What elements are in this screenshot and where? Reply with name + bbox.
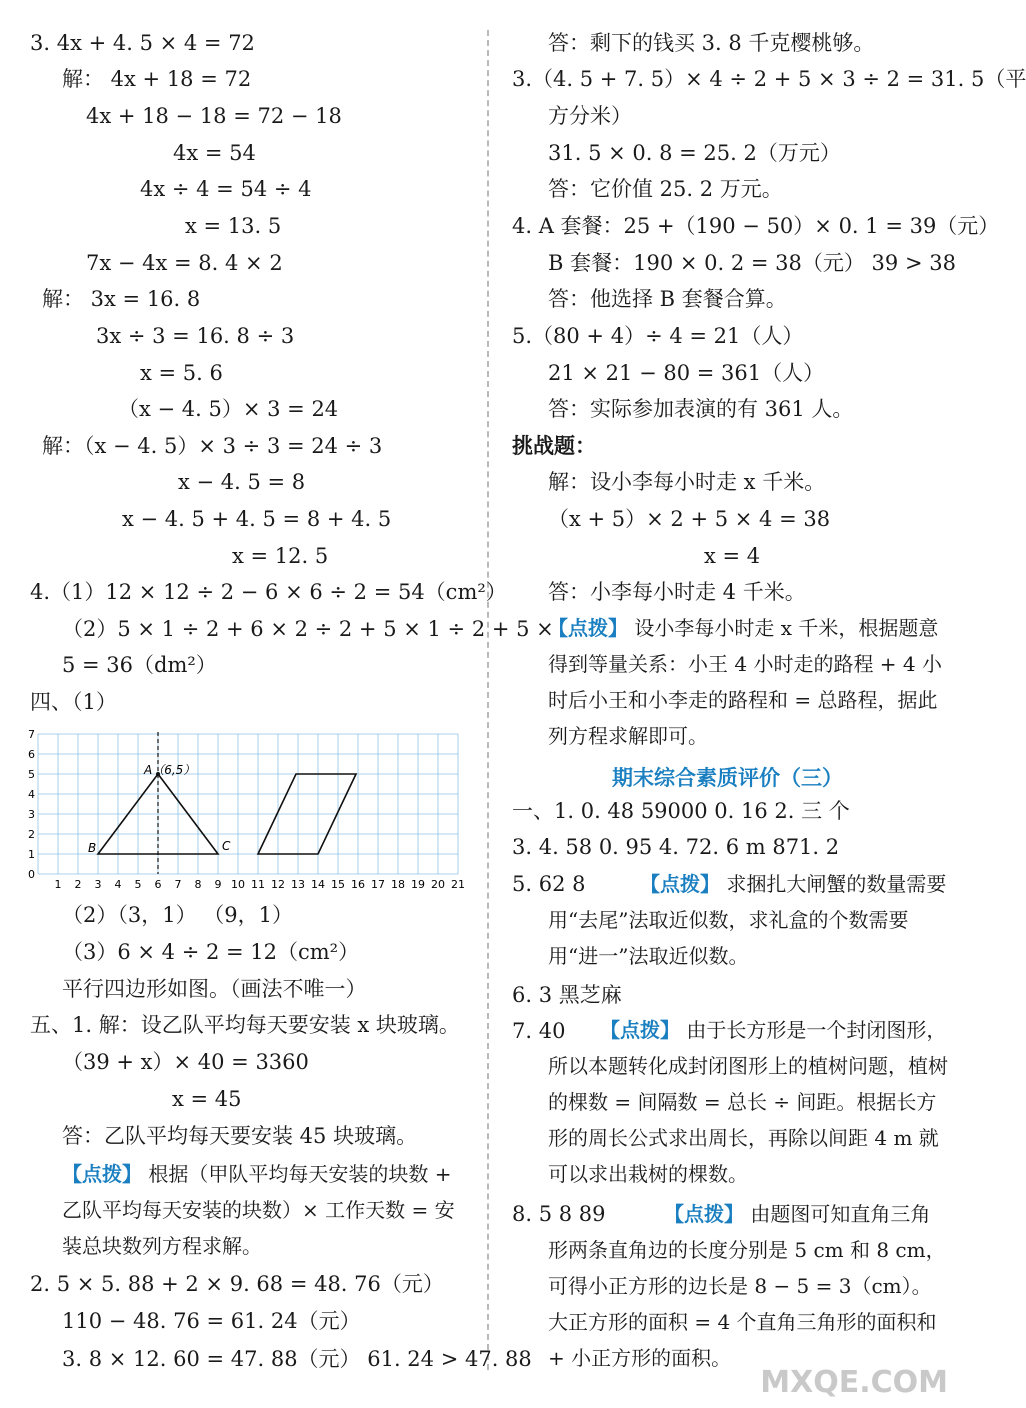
line: x = 13. 5 [185, 214, 282, 238]
line: 解： 4x + 18 = 72 [62, 67, 252, 91]
line: 3. 4. 58 0. 95 4. 72. 6 m 871. 2 [512, 835, 840, 859]
y-tick-label: 3 [28, 808, 35, 821]
line: （2）（3，1） （9，1） [62, 903, 293, 927]
line: 4. A 套餐：25 +（190 − 50）× 0. 1 = 39（元） [512, 214, 1000, 238]
x-tick-labels [55, 878, 466, 891]
hint-text: 根据（甲队平均每天安装的块数 + 乙队平均每天安装的块数）× 工作天数 = 安装总块数列方程求解。 [62, 1162, 455, 1258]
line: 解： 3x = 16. 8 [42, 287, 201, 311]
line: x = 5. 6 [140, 361, 223, 385]
line: 4x = 54 [173, 141, 256, 165]
line: 答：它价值 25. 2 万元。 [548, 177, 783, 201]
y-tick-label: 0 [28, 868, 35, 881]
line: x = 4 [704, 544, 761, 568]
x-tick-label: 2 [74, 878, 82, 891]
y-tick-label: 7 [28, 728, 35, 741]
line: 平行四边形如图。（画法不唯一） [62, 977, 367, 1001]
line: 答：实际参加表演的有 361 人。 [548, 397, 854, 421]
line: 7x − 4x = 8. 4 × 2 [86, 251, 283, 275]
x-tick-label: 4 [114, 878, 122, 891]
x-tick-label: 10 [231, 878, 245, 891]
hint-note [548, 1196, 948, 1376]
line: 4x ÷ 4 = 54 ÷ 4 [140, 177, 312, 201]
hint-tag: 【点拨】 [548, 616, 628, 640]
line: 5. 62 8 [512, 872, 586, 896]
x-tick-label: 6 [154, 878, 162, 891]
line: 5 = 36（dm²） [62, 653, 217, 677]
line: 3. 4x + 4. 5 × 4 = 72 [30, 31, 255, 55]
x-tick-label: 9 [214, 878, 222, 891]
x-tick-label: 20 [431, 878, 445, 891]
line: x = 12. 5 [232, 544, 329, 568]
line: 解：（x − 4. 5）× 3 ÷ 3 = 24 ÷ 3 [42, 434, 383, 458]
y-tick-labels [28, 728, 35, 881]
line: 110 − 48. 76 = 61. 24（元） [62, 1309, 361, 1333]
x-tick-label: 18 [391, 878, 405, 891]
line: 答：剩下的钱买 3. 8 千克樱桃够。 [548, 31, 875, 55]
line: （x + 5）× 2 + 5 × 4 = 38 [548, 507, 831, 531]
line: 方分米） [548, 104, 632, 128]
x-tick-label: 17 [371, 878, 385, 891]
line: 3.（4. 5 + 7. 5）× 4 ÷ 2 + 5 × 3 ÷ 2 = 31. 5（平 [512, 67, 1026, 91]
y-tick-label: 4 [28, 788, 35, 801]
line: 五、1. 解：设乙队平均每天要安装 x 块玻璃。 [30, 1013, 460, 1037]
line: 四、（1） [30, 690, 117, 714]
y-tick-label: 5 [28, 768, 35, 781]
y-tick-label: 1 [28, 848, 35, 861]
watermark-text: MXQE.COM [760, 1365, 948, 1400]
line: 答：他选择 B 套餐合算。 [548, 287, 787, 311]
hint-text: 设小李每小时走 x 千米，根据题意得到等量关系：小王 4 小时走的路程 + 4 小时后小王和小李走的路程和 = 总路程，据此列方程求解即可。 [548, 616, 942, 748]
x-tick-label: 7 [174, 878, 182, 891]
line: B 套餐：190 × 0. 2 = 38（元） 39 > 38 [548, 251, 956, 275]
grid-lines [38, 734, 458, 874]
line: 解：设小李每小时走 x 千米。 [548, 470, 826, 494]
x-tick-label: 13 [291, 878, 305, 891]
line: 2. 5 × 5. 88 + 2 × 9. 68 = 48. 76（元） [30, 1272, 444, 1296]
label-c: C [222, 839, 231, 853]
line: （39 + x）× 40 = 3360 [62, 1050, 309, 1074]
hint-tag: 【点拨】 [664, 1202, 744, 1226]
y-tick-label: 6 [28, 748, 35, 761]
line: 31. 5 × 0. 8 = 25. 2（万元） [548, 141, 841, 165]
hint-tag: 【点拨】 [62, 1162, 142, 1186]
line: 5.（80 + 4）÷ 4 = 21（人） [512, 324, 804, 348]
line: 4.（1）12 × 12 ÷ 2 − 6 × 6 ÷ 2 = 54（cm²） [30, 580, 507, 604]
column-divider [487, 30, 489, 1370]
x-tick-label: 1 [54, 878, 62, 891]
hint-tag: 【点拨】 [600, 1018, 680, 1042]
label-a: A（6,5） [144, 763, 196, 777]
challenge-heading: 挑战题： [512, 433, 596, 458]
x-tick-label: 8 [194, 878, 202, 891]
line: （3）6 × 4 ÷ 2 = 12（cm²） [62, 940, 360, 964]
hint-text: 求捆扎大闸蟹的数量需要用“去尾”法取近似数，求礼盒的个数需要用“进一”法取近似数。 [548, 872, 947, 968]
x-tick-label: 21 [451, 878, 465, 891]
line: （x − 4. 5）× 3 = 24 [118, 397, 339, 421]
line: 一、1. 0. 48 59000 0. 16 2. 三 个 [512, 799, 850, 823]
section-title: 期末综合素质评价（三） [612, 766, 843, 790]
hint-tag: 【点拨】 [640, 872, 720, 896]
line: 7. 40 [512, 1019, 566, 1043]
line: 6. 3 黑芝麻 [512, 983, 622, 1007]
line: 答：乙队平均每天要安装 45 块玻璃。 [62, 1124, 418, 1148]
x-tick-label: 3 [94, 878, 102, 891]
x-tick-label: 5 [134, 878, 142, 891]
x-tick-label: 14 [311, 878, 325, 891]
label-b: B [88, 841, 97, 855]
coordinate-grid-figure [26, 722, 470, 890]
line: 答：小李每小时走 4 千米。 [548, 580, 806, 604]
line: 3x ÷ 3 = 16. 8 ÷ 3 [96, 324, 295, 348]
x-tick-label: 12 [271, 878, 285, 891]
hint-text: 由题图可知直角三角形两条直角边的长度分别是 5 cm 和 8 cm，可得小正方形的边长是 8 − 5 = 3（cm）。大正方形的面积 = 4 个直角三角形的面积和 + 小正方形的面积。 [548, 1202, 946, 1370]
line: 8. 5 8 89 [512, 1202, 606, 1226]
line: x = 45 [172, 1087, 242, 1111]
line: 3. 8 × 12. 60 = 47. 88（元） 61. 24 > 47. 88 [62, 1347, 532, 1371]
line: 4x + 18 − 18 = 72 − 18 [86, 104, 342, 128]
hint-note [548, 1012, 948, 1192]
hint-note [548, 866, 948, 974]
line: x − 4. 5 = 8 [178, 470, 306, 494]
line: （2）5 × 1 ÷ 2 + 6 × 2 ÷ 2 + 5 × 1 ÷ 2 + 5 × [62, 617, 554, 641]
x-tick-label: 19 [411, 878, 425, 891]
hint-note [548, 610, 948, 754]
x-tick-label: 15 [331, 878, 345, 891]
x-tick-label: 16 [351, 878, 365, 891]
hint-text: 由于长方形是一个封闭图形，所以本题转化成封闭图形上的植树问题，植树的棵数 = 间隔数 = 总长 ÷ 间距。根据长方形的周长公式求出周长，再除以间距 4 m 就可以求出栽树的棵数。 [548, 1018, 948, 1186]
y-tick-label: 2 [28, 828, 35, 841]
x-tick-label: 11 [251, 878, 265, 891]
hint-note [62, 1156, 472, 1264]
line: x − 4. 5 + 4. 5 = 8 + 4. 5 [122, 507, 392, 531]
line: 21 × 21 − 80 = 361（人） [548, 361, 825, 385]
